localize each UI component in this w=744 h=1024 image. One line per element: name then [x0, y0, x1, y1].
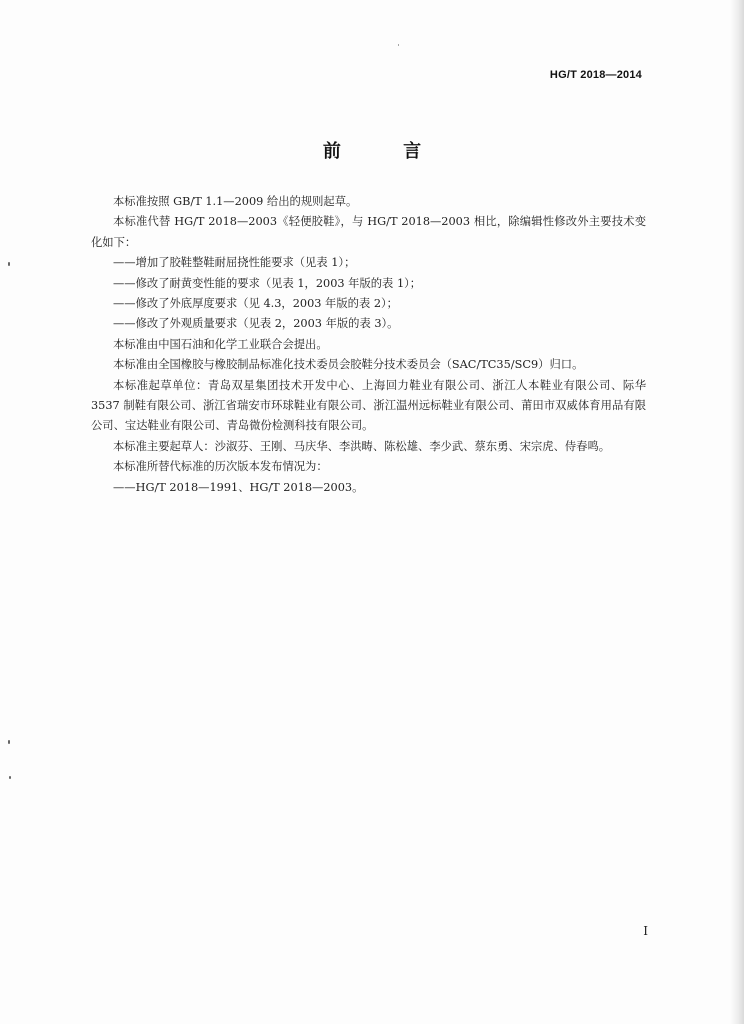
scan-speck [9, 776, 11, 779]
scan-speck [8, 262, 10, 266]
change-item: ——增加了胶鞋整鞋耐屈挠性能要求（见表 1）； [113, 256, 356, 270]
paragraph-history-intro: 本标准所替代标准的历次版本发布情况为： [113, 460, 328, 474]
paragraph-drafting-rules: 本标准按照 GB/T 1.1—2009 给出的规则起草。 [113, 195, 358, 208]
page-number: I [643, 924, 648, 938]
scan-speck [8, 740, 10, 744]
foreword-body [91, 192, 646, 498]
paragraph-replacement: 本标准代替 HG/T 2018—2003《轻便胶鞋》，与 HG/T 2018—2003 相比，除编辑性修改外主要技术变化如下： [91, 215, 646, 249]
document-code: HG/T 2018—2014 [549, 69, 642, 81]
page-title: 前 言 [322, 141, 450, 162]
change-item: ——修改了外底厚度要求（见 4.3，2003 年版的表 2）； [113, 297, 398, 311]
history-item: ——HG/T 2018—1991、HG/T 2018—2003。 [113, 480, 364, 494]
change-item: ——修改了外观质量要求（见表 2，2003 年版的表 3）。 [113, 317, 399, 331]
paragraph-drafting-units: 本标准起草单位：青岛双星集团技术开发中心、上海回力鞋业有限公司、浙江人本鞋业有限公司、际华 3537 制鞋有限公司、浙江省瑞安市环球鞋业有限公司、浙江温州远标鞋业有限公司、莆田市双威体育用品有限公司、宝达鞋业有限公司、青岛微份检测科技有限公司。 [91, 378, 646, 433]
scan-speck [398, 44, 399, 46]
paragraph-drafters: 本标准主要起草人：沙淑芬、王刚、马庆华、李洪畴、陈松雄、李少武、蔡东勇、宋宗虎、侍春鸣。 [113, 439, 611, 453]
paragraph-committee: 本标准由全国橡胶与橡胶制品标准化技术委员会胶鞋分技术委员会（SAC/TC35/SC9）归口。 [113, 358, 584, 372]
change-item: ——修改了耐黄变性能的要求（见表 1，2003 年版的表 1）； [113, 276, 422, 290]
paragraph-proposer: 本标准由中国石油和化学工业联合会提出。 [113, 337, 328, 351]
